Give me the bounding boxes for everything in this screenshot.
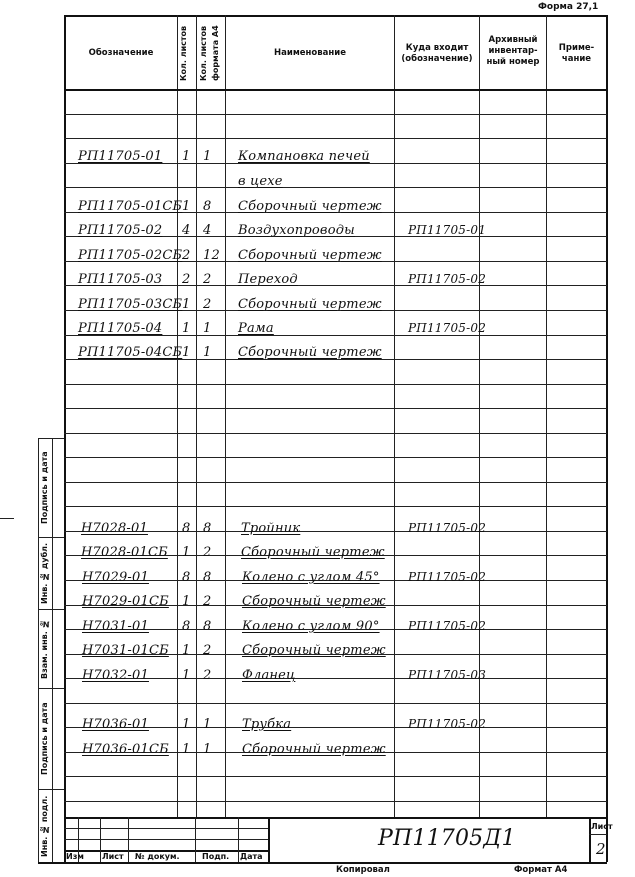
row-designation: Н7031-01СБ: [82, 643, 169, 658]
tb-col-doc: № докум.: [135, 852, 180, 861]
row-name: Сборочный чертеж: [238, 199, 382, 214]
row-sheet-count: 1: [182, 199, 191, 214]
row-name: в цехе: [238, 174, 283, 189]
side-inv-dup: Инв. № дубл.: [40, 542, 49, 604]
row-sheets-a4: 4: [203, 223, 212, 238]
footer-copied: Копировал: [336, 865, 390, 875]
row-name: Воздухопроводы: [238, 223, 355, 238]
row-sheet-count: 4: [182, 223, 191, 238]
row-name: Рама: [238, 321, 274, 336]
row-designation: РП11705-01: [78, 149, 163, 164]
side-inv-orig: Инв. № подл.: [40, 795, 49, 857]
row-sheets-a4: 8: [203, 570, 212, 585]
row-sheet-count: 1: [182, 321, 191, 336]
row-sheet-count: 1: [182, 643, 191, 658]
tb-col-sign: Подп.: [202, 852, 230, 861]
side-sig-date-1: Подпись и дата: [40, 451, 49, 525]
row-designation: РП11705-03СБ: [78, 297, 183, 312]
header-note: Приме-чание: [558, 43, 595, 64]
row-sheet-count: 1: [182, 594, 191, 609]
row-designation: Н7029-01: [82, 570, 149, 585]
row-name: Сборочный чертеж: [238, 345, 382, 360]
row-sheets-a4: 2: [203, 545, 212, 560]
row-sheets-a4: 12: [203, 248, 220, 263]
row-designation: Н7036-01СБ: [82, 742, 169, 757]
row-sheets-a4: 1: [203, 321, 212, 336]
header-where-used: Куда входит (обозначение): [401, 43, 473, 64]
row-sheets-a4: 1: [203, 345, 212, 360]
row-sheet-count: 8: [182, 619, 191, 634]
header-archive: Архивный инвентар-ный номер: [486, 35, 540, 67]
row-designation: Н7029-01СБ: [82, 594, 169, 609]
row-designation: Н7028-01: [81, 521, 148, 536]
row-designation: Н7036-01: [82, 717, 149, 732]
row-name: Компановка печей: [238, 149, 370, 164]
row-where-used: РП11705-02: [408, 272, 487, 286]
row-designation: РП11705-02СБ: [78, 248, 183, 263]
doc-number: РП11705Д1: [378, 826, 516, 851]
header-name: Наименование: [274, 48, 346, 58]
row-where-used: РП11705-02: [408, 570, 487, 584]
tb-col-list: Лист: [102, 852, 124, 861]
row-sheet-count: 1: [182, 345, 191, 360]
row-designation: Н7028-01СБ: [81, 545, 168, 560]
row-where-used: РП11705-01: [408, 223, 487, 237]
row-sheets-a4: 8: [203, 199, 212, 214]
row-where-used: РП11705-02: [408, 619, 487, 633]
row-sheets-a4: 1: [203, 717, 212, 732]
row-name: Сборочный чертеж: [241, 545, 385, 560]
row-name: Фланец: [242, 668, 296, 683]
row-sheet-count: 1: [182, 717, 191, 732]
row-where-used: РП11705-02: [408, 321, 487, 335]
row-name: Тройник: [241, 521, 301, 536]
row-sheet-count: 2: [182, 248, 191, 263]
side-repl-inv: Взам. инв. №: [40, 619, 49, 679]
tb-col-date: Дата: [240, 852, 263, 861]
row-designation: РП11705-04СБ: [78, 345, 183, 360]
row-sheets-a4: 8: [203, 521, 212, 536]
row-sheets-a4: 2: [203, 668, 212, 683]
row-name: Трубка: [242, 717, 292, 732]
header-sheets-a4: Кол. листов формата А4: [199, 25, 220, 81]
side-sig-date-2: Подпись и дата: [40, 702, 49, 776]
row-name: Колено с углом 90°: [242, 619, 380, 634]
row-sheets-a4: 2: [203, 272, 212, 287]
row-name: Переход: [238, 272, 298, 287]
row-designation: РП11705-03: [78, 272, 163, 287]
row-sheet-count: 1: [182, 545, 191, 560]
row-name: Сборочный чертеж: [242, 742, 386, 757]
row-sheet-count: 8: [182, 570, 191, 585]
row-designation: РП11705-01СБ: [78, 199, 183, 214]
row-sheet-count: 1: [182, 668, 191, 683]
row-name: Сборочный чертеж: [242, 643, 386, 658]
row-sheets-a4: 2: [203, 643, 212, 658]
row-sheets-a4: 1: [203, 149, 212, 164]
row-sheet-count: 8: [182, 521, 191, 536]
header-designation: Обозначение: [88, 48, 154, 58]
row-sheets-a4: 2: [203, 297, 212, 312]
row-name: Колено с углом 45°: [242, 570, 380, 585]
footer-format: Формат А4: [514, 865, 568, 875]
row-designation: РП11705-02: [78, 223, 163, 238]
row-designation: Н7031-01: [82, 619, 149, 634]
row-name: Сборочный чертеж: [242, 594, 386, 609]
tb-col-izm: Изм: [66, 852, 84, 861]
row-sheets-a4: 2: [203, 594, 212, 609]
row-where-used: РП11705-02: [408, 717, 487, 731]
row-sheet-count: 1: [182, 297, 191, 312]
row-sheet-count: 1: [182, 742, 191, 757]
row-name: Сборочный чертеж: [238, 297, 382, 312]
header-sheets-count: Кол. листов: [179, 25, 188, 81]
sheet-label: Лист: [591, 822, 613, 831]
row-sheets-a4: 1: [203, 742, 212, 757]
row-where-used: РП11705-03: [408, 668, 487, 682]
sheet-number: 2: [596, 840, 606, 858]
row-where-used: РП11705-02: [408, 521, 487, 535]
row-name: Сборочный чертеж: [238, 248, 382, 263]
form-label: Форма 27,1: [538, 2, 599, 12]
row-sheets-a4: 8: [203, 619, 212, 634]
row-sheet-count: 2: [182, 272, 191, 287]
row-designation: РП11705-04: [78, 321, 163, 336]
row-sheet-count: 1: [182, 149, 191, 164]
row-designation: Н7032-01: [82, 668, 149, 683]
